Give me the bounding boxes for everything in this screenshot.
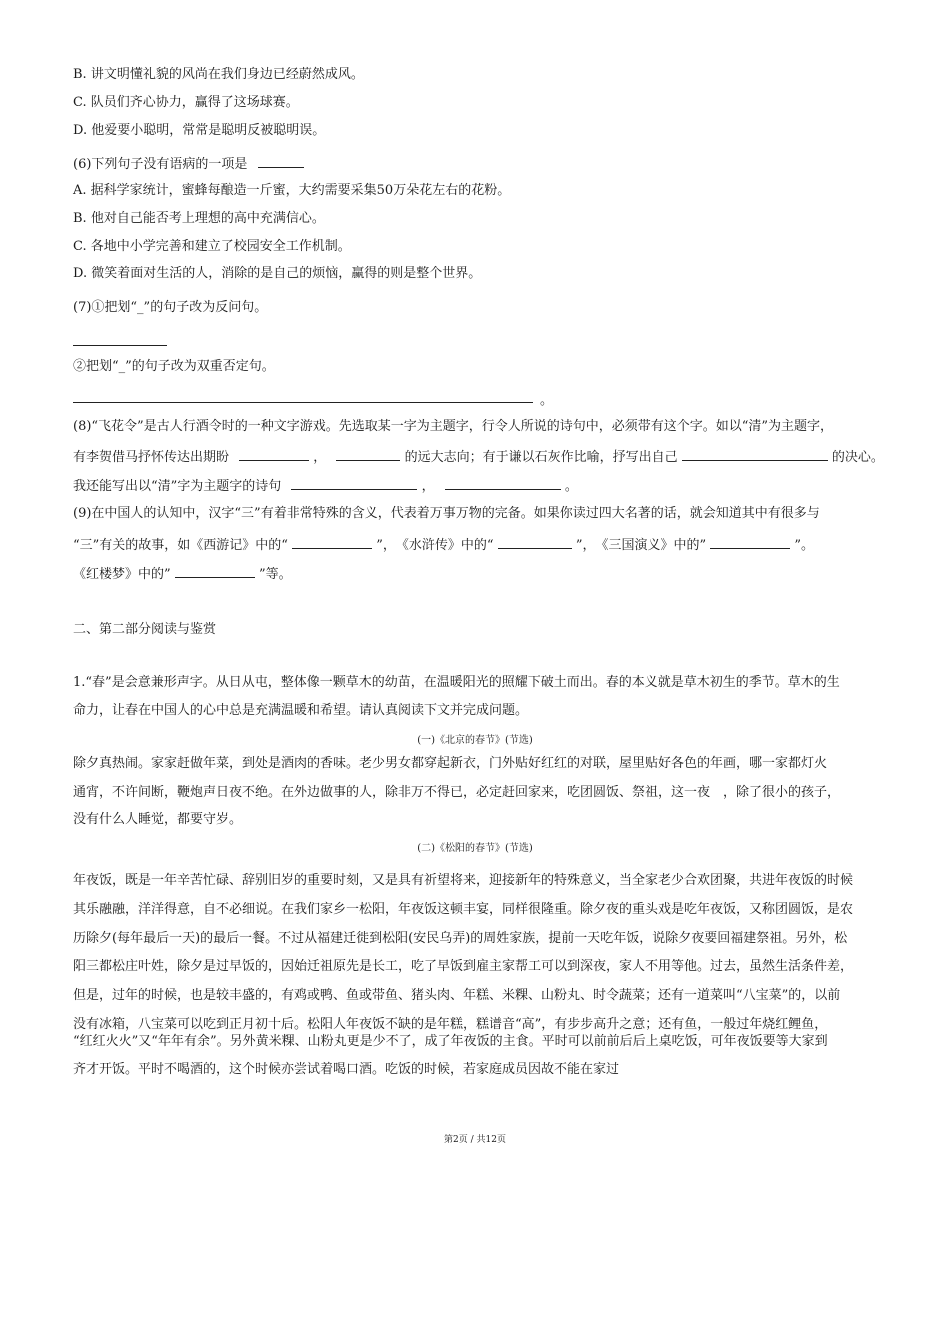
q6-answer-blank[interactable]: [258, 154, 304, 168]
q7-part1-answer-line[interactable]: [73, 345, 167, 346]
q7-end-mark: 。: [540, 393, 554, 408]
q7-part1: (7)①把划“_”的句子改为反问句。: [73, 300, 268, 315]
passage-2-line: “红红火火”又“年年有余”。另外黄米粿、山粉丸更是少不了，成了年夜饭的主食。平时可以前前后后上桌吃饭，可年夜饭要等大家到: [73, 1034, 828, 1049]
reading-intro-line-2: 命力，让春在中国人的心中总是充满温暖和希望。请认真阅读下文并完成问题。: [73, 703, 529, 718]
q9-blank-red-chamber[interactable]: [175, 564, 255, 578]
q9-text: ”。: [794, 538, 815, 553]
q9-text: “三”有关的故事，如《西游记》中的“: [73, 538, 288, 553]
q6-option-b: B. 他对自己能否考上理想的高中充满信心。: [73, 211, 325, 226]
q5-option-d: D. 他爱要小聪明，常常是聪明反被聪明误。: [73, 123, 326, 138]
q8-blank-4[interactable]: [291, 476, 417, 490]
passage-2-heading: (二)《松阳的春节》(节选): [417, 843, 533, 854]
passage-1-line: 通宵，不许间断，鞭炮声日夜不绝。在外边做事的人，除非万不得已，必定赶回家来，吃团圆饭、祭祖，这一夜 ，除了很小的孩子，: [73, 785, 841, 800]
q9-text: ”等。: [258, 567, 292, 582]
q8-text: 有李贺借马抒怀传达出期盼: [73, 450, 230, 465]
q9-text: ”， 《水浒传》中的“: [376, 538, 494, 553]
q7-part2: ②把划“_”的句子改为双重否定句。: [73, 359, 275, 374]
q6-option-c: C. 各地中小学完善和建立了校园安全工作机制。: [73, 239, 351, 254]
q5-option-b: B. 讲文明懂礼貌的风尚在我们身边已经蔚然成风。: [73, 67, 364, 82]
q8-text: 的决心。: [831, 450, 884, 465]
q9-line-1: (9)在中国人的认知中，汉字“三”有着非常特殊的含义，代表着万事万物的完备。如果你读过四大名著的话，就会知道其中有很多与: [73, 506, 820, 521]
q8-text: 我还能写出以“清”字为主题字的诗句: [73, 479, 282, 494]
q7-part2-answer-line[interactable]: [73, 402, 533, 403]
passage-2-line: 但是，过年的时候，也是较丰盛的，有鸡或鸭、鱼或带鱼、猪头肉、年糕、米粿、山粉丸、时令蔬菜；还有一道菜叫“八宝菜”的，以前: [73, 988, 841, 1003]
q8-blank-2[interactable]: [336, 447, 400, 461]
q9-text: ”， 《三国演义》中的”: [575, 538, 707, 553]
section-2-title: 二、第二部分阅读与鉴赏: [73, 622, 217, 637]
q8-line-3: [73, 476, 578, 496]
passage-2-line: 历除夕(每年最后一天)的最后一餐。不过从福建迁徙到松阳(安民乌弄)的周姓家族，提前一天吃年饭，说除夕夜要回福建祭祖。另外，松: [73, 931, 848, 946]
q8-line-1: (8)“飞花令”是古人行酒令时的一种文字游戏。先选取某一字为主题字，行令人所说的诗句中，必须带有这个字。如以“清”为主题字，: [73, 419, 833, 434]
passage-2-line: 年夜饭，既是一年辛苦忙碌、辞别旧岁的重要时刻，又是具有祈望将来，迎接新年的特殊意义，当全家老少合欢团聚，共进年夜饭的时候: [73, 873, 854, 888]
passage-2-line: 齐才开饭。平时不喝酒的，这个时候亦尝试着喝口酒。吃饭的时候，若家庭成员因故不能在家过: [73, 1062, 620, 1077]
passage-2-line: 没有冰箱，八宝菜可以吃到正月初十后。松阳人年夜饭不缺的是年糕，糕谱音“高”，有步步高升之意；还有鱼，一般过年烧红鲤鱼，: [73, 1017, 828, 1032]
q6-option-d: D. 微笑着面对生活的人，消除的是自己的烦恼，赢得的则是整个世界。: [73, 266, 482, 281]
q8-period: 。: [564, 479, 578, 494]
q8-blank-1[interactable]: [239, 447, 309, 461]
passage-1-heading: (一)《北京的春节》(节选): [417, 735, 533, 746]
q8-blank-5[interactable]: [445, 476, 561, 490]
q8-comma: ，: [421, 479, 435, 494]
q9-line-2: [73, 535, 814, 555]
q9-blank-journey-west[interactable]: [292, 535, 372, 549]
passage-2-line: 其乐融融，洋洋得意，自不必细说。在我们家乡一松阳，年夜饭这顿丰宴，同样很隆重。除夕夜的重头戏是吃年夜饭，又称团圆饭，是农: [73, 902, 854, 917]
q9-blank-water-margin[interactable]: [498, 535, 572, 549]
q9-text: 《红楼梦》中的”: [73, 567, 171, 582]
q6-option-a: A. 据科学家统计，蜜蜂每酿造一斤蜜，大约需要采集50万朵花左右的花粉。: [73, 183, 511, 198]
passage-2-line: 阳三都松庄叶姓，除夕是过早饭的，因始迁祖原先是长工，吃了早饭到雇主家帮工可以到深夜，家人不用等他。过去，虽然生活条件差，: [73, 959, 854, 974]
page-number-footer: 第2页 / 共12页: [444, 1135, 506, 1145]
reading-intro-line-1: 1.“春”是会意兼形声字。从日从屯，整体像一颗草木的幼苗，在温暖阳光的照耀下破土而出。春的本义就是草木初生的季节。草木的生: [73, 675, 840, 690]
q8-comma: ，: [313, 450, 327, 465]
q8-line-2: [73, 447, 884, 467]
q5-option-c: C. 队员们齐心协力，赢得了这场球赛。: [73, 95, 299, 110]
passage-1-line: 没有什么人睡觉，都要守岁。: [73, 812, 243, 827]
q6-stem-text: (6)下列句子没有语病的一项是: [73, 157, 248, 172]
q9-blank-three-kingdoms[interactable]: [710, 535, 790, 549]
q9-line-3: [73, 564, 292, 584]
passage-1-line: 除夕真热闹。家家赶做年菜，到处是酒肉的香味。老少男女都穿起新衣，门外贴好红红的对联，屋里贴好各色的年画，哪一家都灯火: [73, 756, 828, 771]
q8-blank-3[interactable]: [682, 447, 828, 461]
q6-stem: [73, 154, 304, 174]
q8-text: 的远大志向；有于谦以石灰作比喻，抒写出自己: [404, 450, 678, 465]
